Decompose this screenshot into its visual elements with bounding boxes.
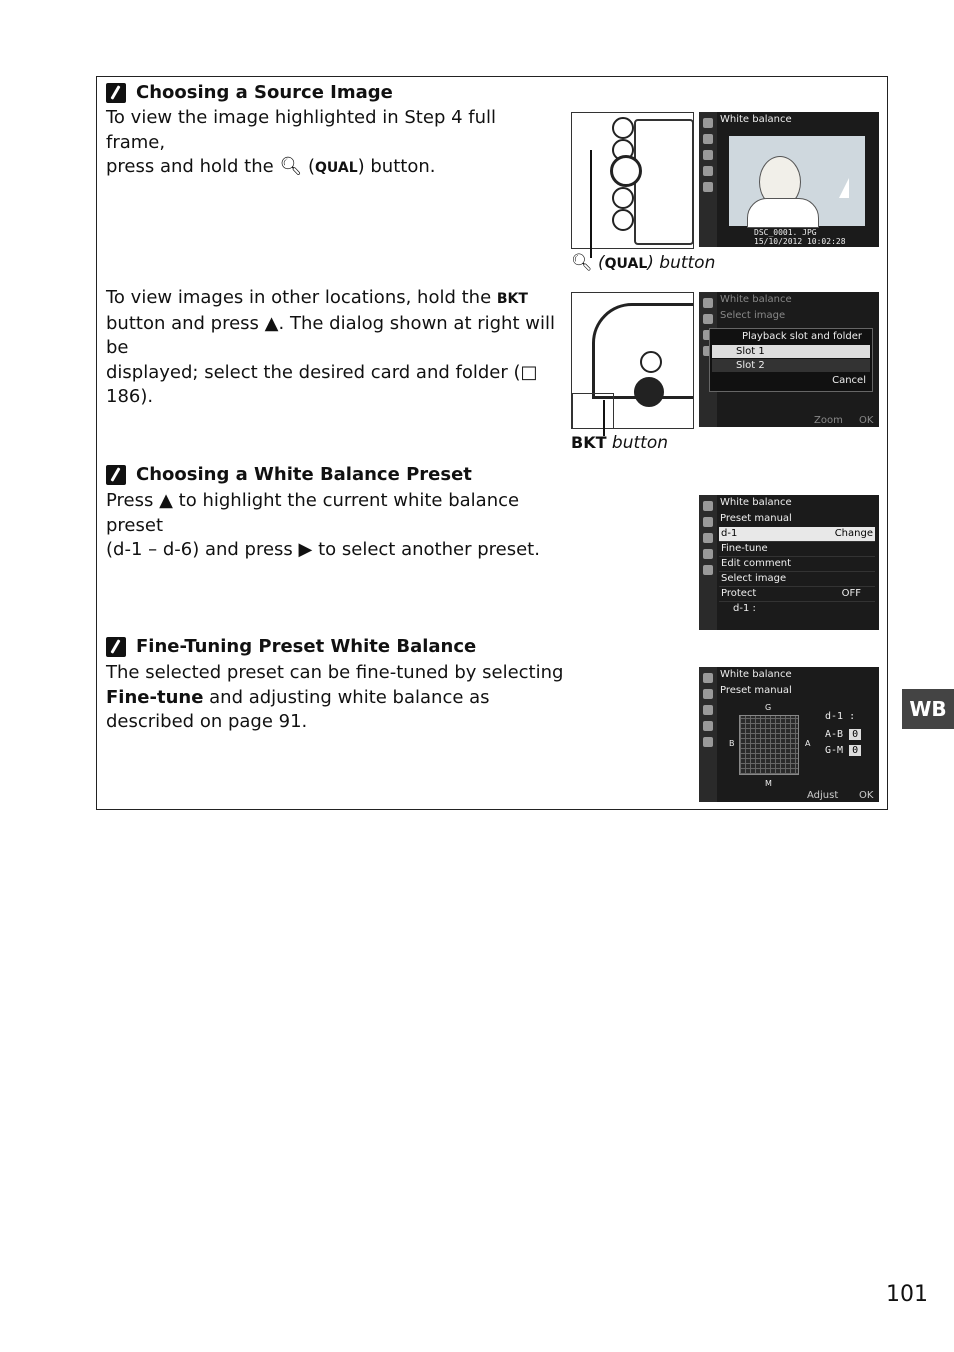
figure-caption: BKT button [571,433,668,453]
screen-title: White balance [720,669,792,680]
camera-screen [699,495,879,630]
section-heading [106,464,472,485]
screen-subtitle: Select image [720,310,786,321]
text-line: (d-1 – d-6) and press ▶ to select another preset. [106,539,540,560]
info-button-icon [612,209,634,231]
menu-button-icon [612,117,634,139]
paragraph [106,661,566,735]
protect-value: OFF [841,588,861,599]
text-line: Fine-tune and adjusting white balance as [106,686,490,708]
text-line: The selected preset can be fine-tuned by selecting [106,662,564,683]
section-heading [106,636,476,657]
text-line: displayed; select the desired card and folder (□ 186). [106,361,538,407]
text-line: To view the image highlighted in Step 4 full frame, [106,107,497,153]
note-pencil-icon [106,637,126,657]
file-info: DSC_0001. JPG 15/10/2012 10:02:28 [754,228,846,246]
callout-line [590,150,592,258]
dialog [709,328,873,392]
zoom-hint: Zoom [814,415,843,426]
button-name: QUAL [315,160,358,176]
ok-hint: OK [859,415,874,426]
chapter-tab: WB [902,689,954,729]
screen-title: White balance [720,497,792,508]
screen-subtitle: Preset manual [720,685,792,696]
flash-button-icon [640,351,662,373]
zoom-icon: 🔍︎ [571,253,593,273]
screen-title: White balance [720,114,792,125]
heading-text: Choosing a Source Image [136,82,393,103]
change-label: Change [834,528,873,539]
sailboat [839,178,849,198]
callout-line [603,400,605,436]
portrait-body [747,198,819,228]
screen-subtitle: Preset manual [720,513,792,524]
camera-screen [699,112,879,247]
camera-screen [699,292,879,427]
paragraph [106,106,556,181]
menu-row: Select image [719,572,875,587]
bkt-button-icon [634,377,664,407]
axis-a-label: A [805,739,811,748]
menu-row: Protect OFF [719,587,875,602]
menu-row: Edit comment [719,557,875,572]
button-name: BKT [496,291,528,307]
zoom-icon: 🔍︎ [279,156,303,177]
qual-button-icon [610,155,642,187]
text-line: press and hold the 🔍︎ (QUAL) button. [106,156,436,177]
section-heading [106,82,393,103]
axis-b-label: B [729,739,735,748]
heading-text: Fine-Tuning Preset White Balance [136,636,477,657]
ab-row: A-B 0 [825,729,861,740]
menu-row: Fine-tune [719,542,875,557]
menu-item-slot-1: Slot 1 [712,345,870,358]
screen-title: White balance [720,294,792,305]
note-pencil-icon [106,465,126,485]
text-line: To view images in other locations, hold the BKT [106,287,528,308]
zoom-out-button-icon [612,187,634,209]
axis-m-label: M [765,779,772,788]
dialog-title: Playback slot and folder [742,331,863,342]
menu-item-slot-2: Slot 2 [712,359,870,372]
photo-thumbnail [729,136,865,226]
page-number: 101 [886,1282,928,1307]
text-line: Press ▲ to highlight the current white balance preset [106,490,520,536]
text-line: button and press ▲. The dialog shown at right will be [106,312,555,358]
cancel-label: Cancel [832,375,866,386]
adjust-hint: Adjust [807,790,839,801]
note-pencil-icon [106,83,126,103]
lens-mount [572,393,614,429]
ok-hint: OK [859,790,874,801]
preset-label: d-1 : [825,711,856,722]
paragraph [106,489,566,563]
figure-caption: 🔍︎ (QUAL) button [571,253,716,273]
menu-row-d1: d-1 Change [719,527,875,542]
fine-tune-grid [739,715,799,775]
gm-row: G-M 0 [825,745,861,756]
camera-lcd-outline [634,119,694,245]
screen-footer: d-1 : [733,603,756,614]
paragraph [106,286,566,410]
axis-g-label: G [765,703,772,712]
heading-text: Choosing a White Balance Preset [136,464,472,485]
text-line: described on page 91. [106,711,308,732]
camera-side-illustration [571,292,694,429]
camera-screen [699,667,879,802]
